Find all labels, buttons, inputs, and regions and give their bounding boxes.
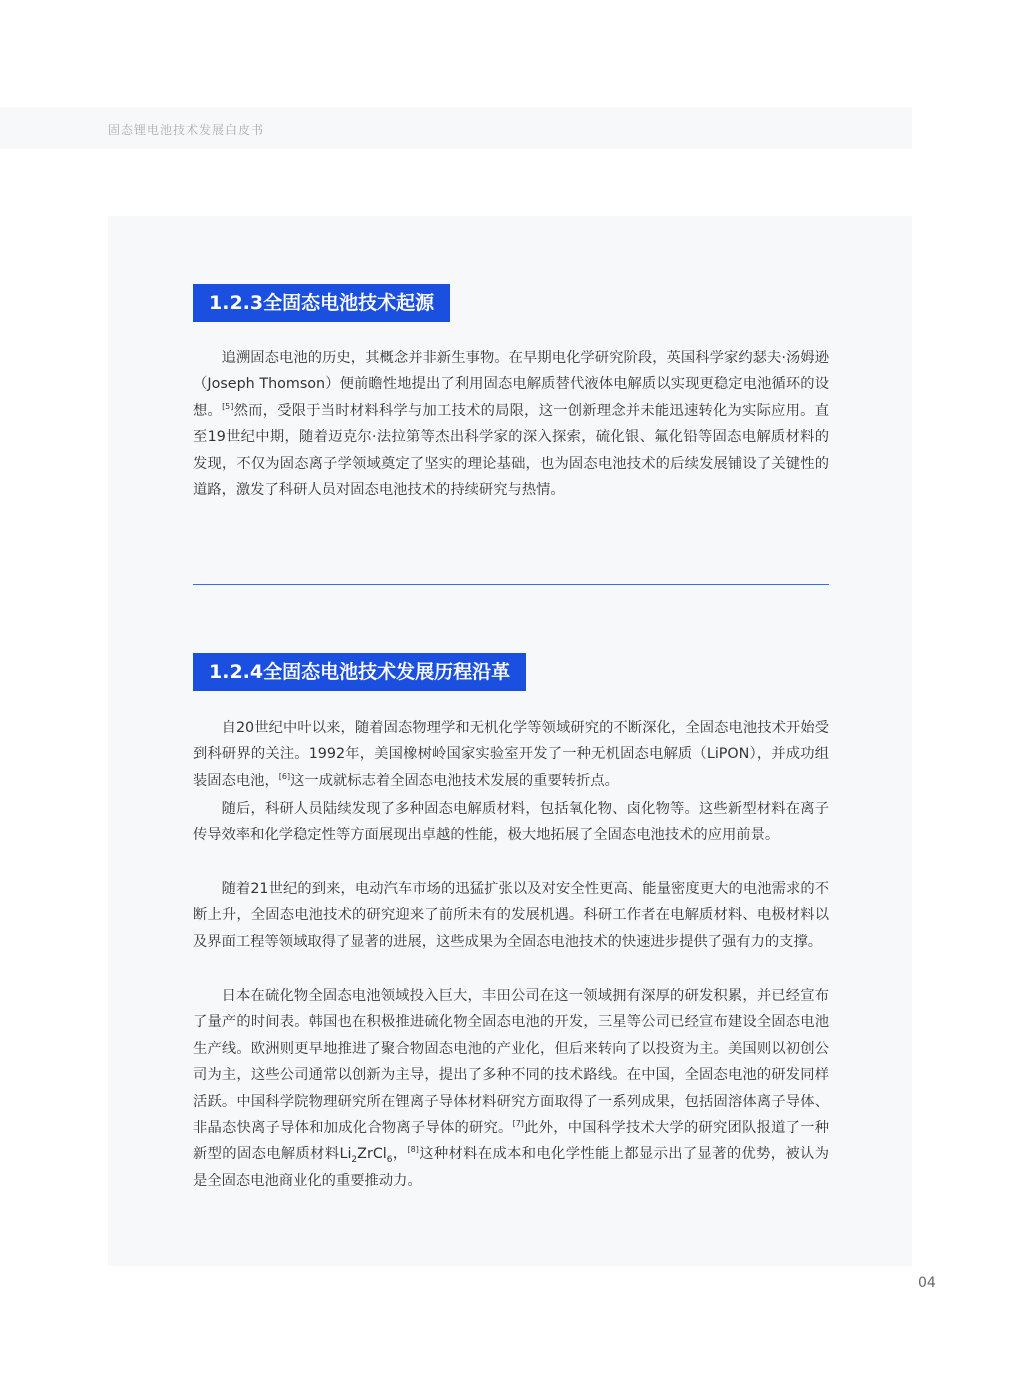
- paragraph-text: 然而，受限于当时材料科学与加工技术的局限，这一创新理念并未能迅速转化为实际应用。直至19世纪中期，随着迈克尔·法拉第等杰出科学家的深入探索，硫化银、氟化铅等固态电解质材料的发现，不仅为固态离子学领域奠定了坚实的理论基础，也为固态电池技术的后续发展铺设了关键性的道路，激发了科研人员对固态电池技术的持续研究与热情。: [193, 402, 830, 499]
- paragraph-text: 这种材料在成本和电化学性能上都显示出了显著的优势，被认为是全固态电池商业化的重要推动力。: [193, 1146, 830, 1189]
- paragraph-text: 随后，科研人员陆续发现了多种固态电解质材料，包括氧化物、卤化物等。这些新型材料在离子传导效率和化学稳定性等方面展现出卓越的性能，极大地拓展了全固态电池技术的应用前景。: [193, 801, 829, 844]
- subscript: 2: [351, 1155, 358, 1166]
- paragraph-text: 这一成就标志着全固态电池技术发展的重要转折点。: [290, 772, 619, 789]
- paragraph-origin: [193, 345, 829, 503]
- citation: [6]: [278, 772, 291, 782]
- subscript: 6: [386, 1155, 393, 1166]
- section-heading-1-2-4: 1.2.4全固态电池技术发展历程沿革: [193, 653, 526, 691]
- paragraph-history-3: [193, 876, 829, 955]
- paragraph-text: ZrCl: [357, 1146, 387, 1163]
- citation: [5]: [222, 402, 234, 412]
- paragraph-text: 随着21世纪的到来，电动汽车市场的迅猛扩张以及对安全性更高、能量密度更大的电池需求的不断上升，全固态电池技术的研究迎来了前所未有的发展机遇。科研工作者在电解质材料、电极材料以及界面工程等领域取得了显著的进展，这些成果为全固态电池技术的快速进步提供了强有力的支撑。: [193, 881, 829, 950]
- citation: [7]: [512, 1119, 524, 1129]
- paragraph-text: 自20世纪中叶以来，随着固态物理学和无机化学等领域研究的不断深化，全固态电池技术开始受到科研界的关注。1992年，美国橡树岭国家实验室开发了一种无机固态电解质（LiPON），并成功组装固态电池，: [193, 720, 829, 789]
- paragraph-history-2: [193, 796, 829, 849]
- paragraph-text: 日本在硫化物全固态电池领域投入巨大，丰田公司在这一领域拥有深厚的研发积累，并已经宣布了量产的时间表。韩国也在积极推进硫化物全固态电池的开发，三星等公司已经宣布建设全固态电池生产线。欧洲则更早地推进了聚合物固态电池的产业化，但后来转向了以投资为主。美国则以初创公司为主，这些公司通常以创新为主导，提出了多种不同的技术路线。在中国，全固态电池的研发同样活跃。中国科学院物理研究所在锂离子导体材料研究方面取得了一系列成果，包括固溶体离子导体、非晶态快离子导体和加成化合物离子导体的研究。: [193, 988, 829, 1137]
- section-divider: [193, 584, 829, 585]
- page-number: 04: [918, 1275, 936, 1291]
- paragraph-history-1: [193, 715, 829, 794]
- paragraph-text: 追溯固态电池的历史，其概念并非新生事物。在早期电化学研究阶段，英国科学家约瑟夫·汤姆逊（Joseph Thomson）便前瞻性地提出了利用固态电解质替代液体电解质以实现更稳定电池循环的设想。: [193, 350, 829, 419]
- document-title: 固态锂电池技术发展白皮书: [108, 123, 265, 137]
- paragraph-history-4: [193, 983, 829, 1194]
- paragraph-text: ，: [392, 1146, 408, 1163]
- section-heading-1-2-3: 1.2.3全固态电池技术起源: [193, 284, 450, 322]
- citation: [8]: [407, 1145, 419, 1155]
- paragraph-text: 此外，中国科学技术大学的研究团队报道了一种新型的固态电解质材料Li: [193, 1120, 829, 1163]
